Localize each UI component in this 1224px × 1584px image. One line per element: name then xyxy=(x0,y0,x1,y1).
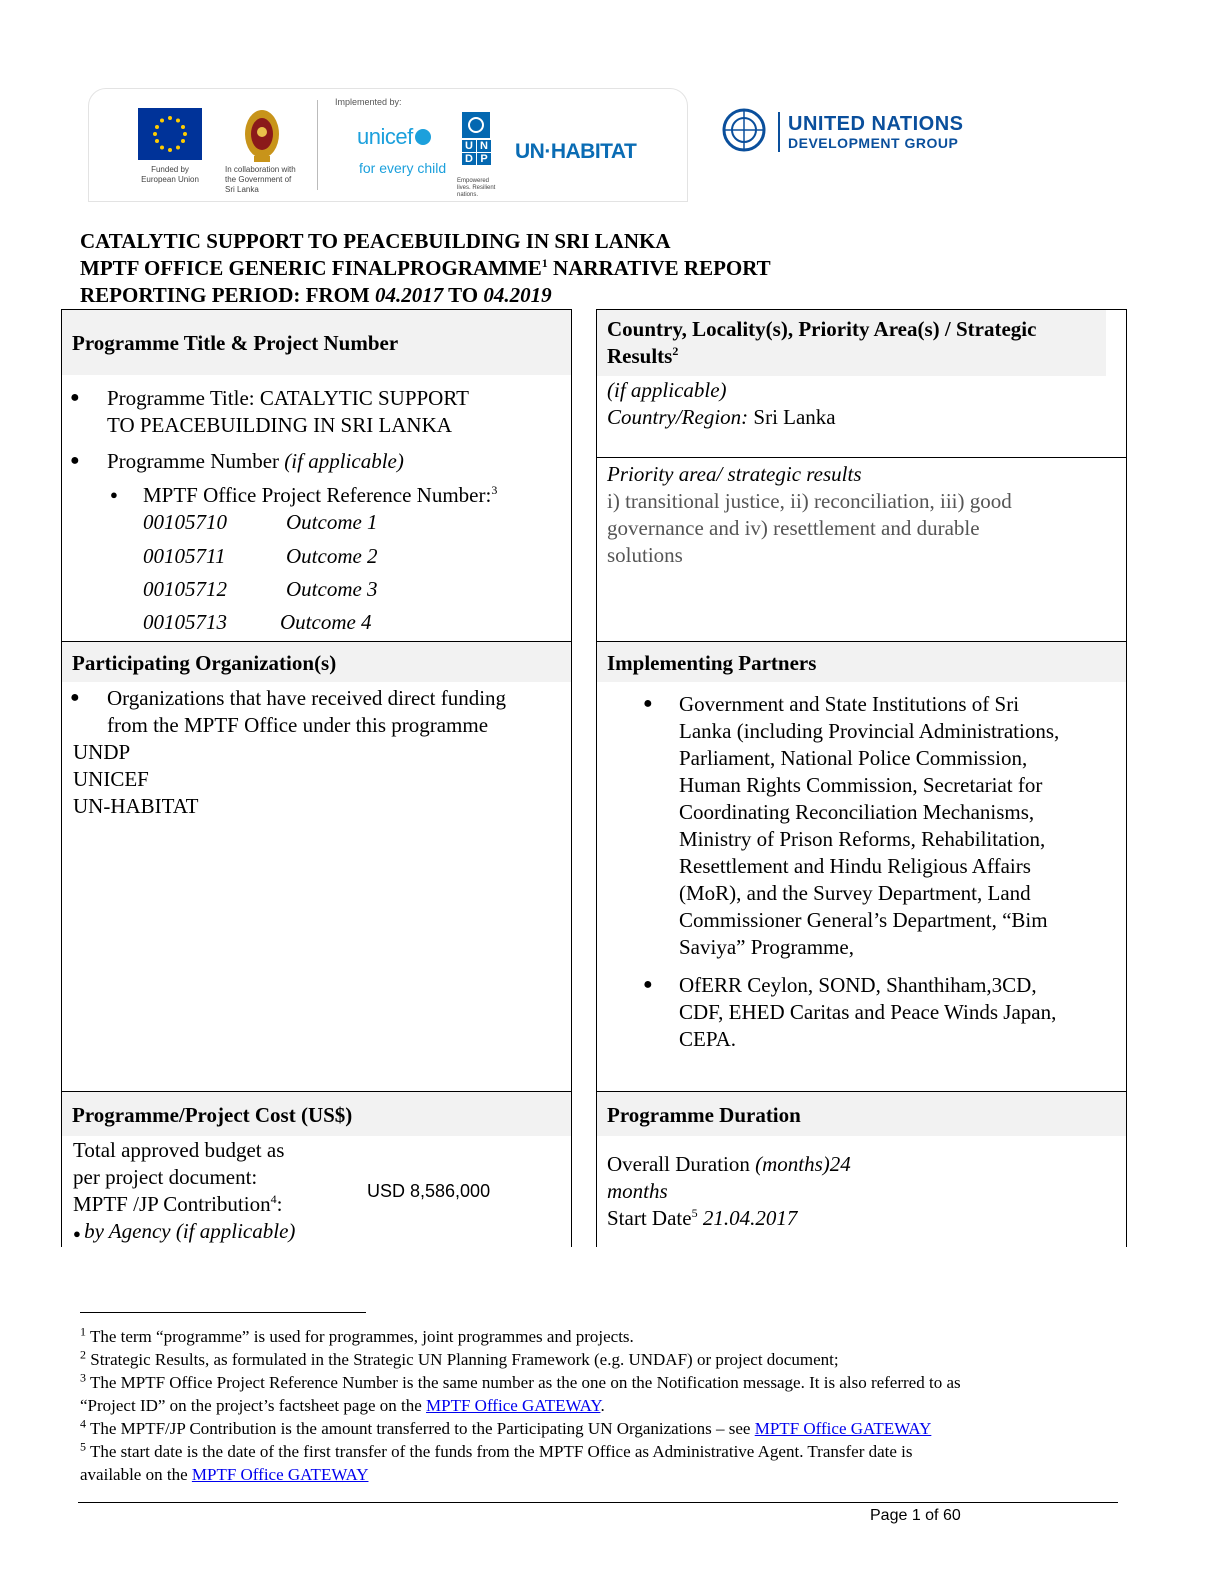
period-from: 04.2017 xyxy=(375,283,444,307)
priority-areas: Priority area/ strategic results i) transitional justice, ii) reconciliation, iii) good governance and iv) resettlement and durable solutions xyxy=(607,462,1012,567)
bullet-icon: ● xyxy=(70,452,80,469)
undp-caption: Empowered lives. Resilient nations. xyxy=(457,178,496,198)
bullet-icon: ● xyxy=(643,976,653,993)
footnotes xyxy=(80,1325,1130,1486)
participating-description: Organizations that have received direct funding from the MPTF Office under this programme xyxy=(107,686,507,737)
programme-duration-details: Overall Duration (months)24 months Start Date$^5$ 21.04.2017 xyxy=(607,1152,851,1230)
implementing-partners-heading: Implementing Partners xyxy=(597,642,1126,682)
undp-letter-n: N xyxy=(477,140,491,152)
bullet-icon: ● xyxy=(110,487,118,502)
gov-caption: In collaboration with the Government of Sri Lanka xyxy=(225,165,296,194)
country-divider xyxy=(597,457,1126,458)
undp-logo xyxy=(462,112,492,172)
page-number: Page 1 of 60 xyxy=(870,1507,961,1524)
programme-cost-heading: Programme/Project Cost (US$) xyxy=(62,1092,571,1136)
undp-letter-p: P xyxy=(477,153,491,165)
footnote-item: “Project ID” on the project’s factsheet page on the MPTF Office GATEWAY. xyxy=(80,1396,605,1415)
bullet-icon: ● xyxy=(73,1226,85,1241)
footnote-item: $^4$ The MPTF/JP Contribution is the amount transferred to the Participating UN Organizations – see MPTF Office GATEWAY xyxy=(80,1416,932,1438)
footnote-ref-3: 3 xyxy=(491,483,498,497)
footnote-item: $^2$ Strategic Results, as formulated in the Strategic UN Planning Framework (e.g. UNDAF) or project document; xyxy=(80,1347,839,1369)
implemented-by-label: Implemented by: xyxy=(335,97,402,107)
period-to: 04.2019 xyxy=(483,283,552,307)
reference-row: 00105712 Outcome 3 xyxy=(143,577,378,601)
mptf-gateway-link[interactable]: MPTF Office GATEWAY xyxy=(426,1396,601,1415)
undp-letter-u: U xyxy=(462,140,476,152)
implementing-partners-government: Government and State Institutions of Sri Lanka (including Provincial Administrations, Parliament, National Police Commission, Human Rights Commission, Secretariat for Coordinating Reconciliation Mechanisms, Ministry of Prison Reforms, Rehabilitation, Resettlement and Hindu Religious Affairs (MoR), and the Survey Department, Land Commissioner General’s Department, “Bim Saviya” Programme, xyxy=(679,692,1060,959)
project-reference-label: MPTF Office Project Reference Number:$^3$ xyxy=(143,483,498,507)
footnote-item: available on the MPTF Office GATEWAY xyxy=(80,1465,369,1484)
mptf-gateway-link[interactable]: MPTF Office GATEWAY xyxy=(754,1419,932,1438)
footnote-item: $^5$ The start date is the date of the first transfer of the funds from the MPTF Office as Administrative Agent. Transfer date is xyxy=(80,1439,913,1461)
country-heading: Country, Locality(s), Priority Area(s) / Strategic Results$^2$ xyxy=(597,310,1106,376)
programme-duration-heading: Programme Duration xyxy=(597,1092,1126,1136)
banner-divider xyxy=(317,100,318,190)
eu-flag-logo xyxy=(138,108,202,160)
programme-number: Programme Number (if applicable) xyxy=(107,449,404,473)
reference-row: 00105710 Outcome 1 xyxy=(143,510,378,534)
list-item: UNICEF xyxy=(73,767,149,791)
budget-amount: USD 8,586,000 xyxy=(367,1181,491,1201)
undp-letter-d: D xyxy=(462,153,476,165)
footnote-ref-2: 2 xyxy=(672,344,679,358)
undg-title: UNITED NATIONS xyxy=(788,113,964,135)
sri-lanka-emblem-logo xyxy=(242,106,282,164)
programme-title-heading: Programme Title & Project Number xyxy=(62,310,571,375)
bullet-icon: ● xyxy=(643,695,653,712)
implementing-partners-ngos: OfERR Ceylon, SOND, Shanthiham,3CD, CDF, EHED Caritas and Peace Winds Japan, CEPA. xyxy=(679,973,1057,1051)
un-emblem-icon xyxy=(468,117,484,133)
list-item: UN-HABITAT xyxy=(73,794,199,818)
report-title: CATALYTIC SUPPORT TO PEACEBUILDING IN SRI LANKA xyxy=(80,229,671,253)
participating-organizations-list xyxy=(73,739,198,820)
report-subtitle: MPTF OFFICE GENERIC FINALPROGRAMME$^1$ NARRATIVE REPORT xyxy=(80,256,771,280)
footnote-separator xyxy=(80,1312,366,1313)
unicef-globe-icon xyxy=(415,129,431,145)
page-footer-rule xyxy=(78,1502,1118,1503)
bullet-icon: ● xyxy=(70,689,80,706)
un-emblem-icon xyxy=(716,108,772,154)
undg-divider xyxy=(778,112,780,152)
footnote-ref-5: 5 xyxy=(691,1206,698,1220)
participating-organizations-heading: Participating Organization(s) xyxy=(62,642,571,682)
unicef-logo-text: unicef xyxy=(357,124,431,150)
mptf-gateway-link[interactable]: MPTF Office GATEWAY xyxy=(191,1465,369,1484)
unicef-tagline: for every child xyxy=(359,160,447,176)
footnote-ref-1: 1 xyxy=(541,256,548,270)
undg-subtitle: DEVELOPMENT GROUP xyxy=(788,135,959,151)
list-item: UNDP xyxy=(73,740,131,764)
programme-cost-labels: Total approved budget as per project document: MPTF /JP Contribution$^4$: ● by Agency (if applicable) xyxy=(73,1138,296,1243)
reporting-period: REPORTING PERIOD: FROM 04.2017 TO 04.2019 xyxy=(80,283,552,307)
eu-caption: Funded by European Union xyxy=(141,165,199,184)
footnote-item: $^3$ The MPTF Office Project Reference Number is the same number as the one on the Notification message. It is also referred to as xyxy=(80,1370,961,1392)
country-region: (if applicable) Country/Region: Sri Lanka xyxy=(607,378,836,429)
project-reference-list xyxy=(143,509,443,642)
reference-row: 00105713 Outcome 4 xyxy=(143,610,372,634)
reference-row: 00105711 Outcome 2 xyxy=(143,544,378,568)
unhabitat-logo-text: UN·HABITAT xyxy=(515,140,637,163)
bullet-icon: ● xyxy=(70,389,80,406)
programme-title: Programme Title: CATALYTIC SUPPORT TO PEACEBUILDING IN SRI LANKA xyxy=(107,386,469,437)
footnote-ref-4: 4 xyxy=(270,1192,277,1206)
footnote-item: $^1$ The term “programme” is used for programmes, joint programmes and projects. xyxy=(80,1324,634,1346)
